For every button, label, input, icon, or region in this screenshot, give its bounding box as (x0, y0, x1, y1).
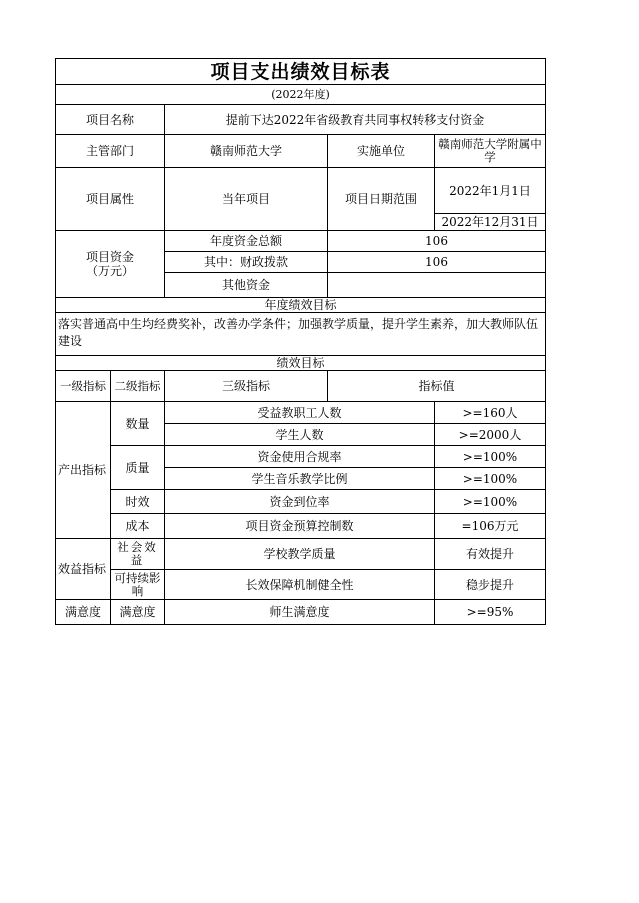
col-level2-header: 二级指标 (111, 371, 165, 402)
impl-value: 赣南师范大学附属中学 (435, 135, 546, 168)
sub-quality: 质量 (111, 446, 165, 490)
annual-goal-text: 落实普通高中生均经费奖补，改善办学条件；加强教学质量，提升学生素养，加大教师队伍建设 (56, 313, 546, 356)
fund-label (56, 231, 165, 298)
year-label: (2022年度) (56, 85, 546, 105)
sub-cost: 成本 (111, 514, 165, 539)
col-level1-header: 一级指标 (56, 371, 111, 402)
indicator-cell: 长效保障机制健全性 (165, 570, 435, 600)
indicator-value: 稳步提升 (435, 570, 546, 600)
fund-fiscal-value: 106 (328, 252, 546, 273)
impl-label: 实施单位 (328, 135, 435, 168)
sub-social: 社会效益 (111, 539, 165, 570)
annual-goal-header: 年度绩效目标 (56, 298, 546, 313)
indicator-cell: 师生满意度 (165, 600, 435, 625)
sub-quantity: 数量 (111, 402, 165, 446)
indicator-cell: 受益教职工人数 (165, 402, 435, 424)
indicator-cell: 学生人数 (165, 424, 435, 446)
col-value-header: 指标值 (328, 371, 546, 402)
cat-benefit: 效益指标 (56, 539, 111, 600)
col-level3-header: 三级指标 (165, 371, 328, 402)
project-name-label: 项目名称 (56, 105, 165, 135)
cat-output: 产出指标 (56, 402, 111, 539)
date-end: 2022年12月31日 (435, 214, 546, 231)
date-start: 2022年1月1日 (435, 168, 546, 214)
sub-satisfaction: 满意度 (111, 600, 165, 625)
date-label: 项目日期范围 (328, 168, 435, 231)
indicator-cell: 学校教学质量 (165, 539, 435, 570)
fund-fiscal-label: 其中：财政拨款 (165, 252, 328, 273)
indicator-value: 有效提升 (435, 539, 546, 570)
attr-label: 项目属性 (56, 168, 165, 231)
indicator-value: >=160人 (435, 402, 546, 424)
dept-value: 赣南师范大学 (165, 135, 328, 168)
indicator-cell: 资金到位率 (165, 490, 435, 514)
indicator-value: >=100% (435, 468, 546, 490)
perf-header: 绩效目标 (56, 356, 546, 371)
indicator-value: >=95% (435, 600, 546, 625)
sub-timeliness: 时效 (111, 490, 165, 514)
cat-satisfaction: 满意度 (56, 600, 111, 625)
dept-label: 主管部门 (56, 135, 165, 168)
performance-target-table (55, 58, 546, 625)
fund-total-label: 年度资金总额 (165, 231, 328, 252)
indicator-cell: 资金使用合规率 (165, 446, 435, 468)
page-title: 项目支出绩效目标表 (56, 59, 546, 85)
indicator-value: >=2000人 (435, 424, 546, 446)
indicator-cell: 项目资金预算控制数 (165, 514, 435, 539)
indicator-value: =106万元 (435, 514, 546, 539)
fund-other-label: 其他资金 (165, 273, 328, 298)
indicator-value: >=100% (435, 490, 546, 514)
fund-label-text: 项目资金（万元） (85, 250, 134, 278)
indicator-cell: 学生音乐教学比例 (165, 468, 435, 490)
project-name-value: 提前下达2022年省级教育共同事权转移支付资金 (165, 105, 546, 135)
attr-value: 当年项目 (165, 168, 328, 231)
fund-total-value: 106 (328, 231, 546, 252)
sub-sustain: 可持续影响 (111, 570, 165, 600)
indicator-value: >=100% (435, 446, 546, 468)
fund-other-value (328, 273, 546, 298)
